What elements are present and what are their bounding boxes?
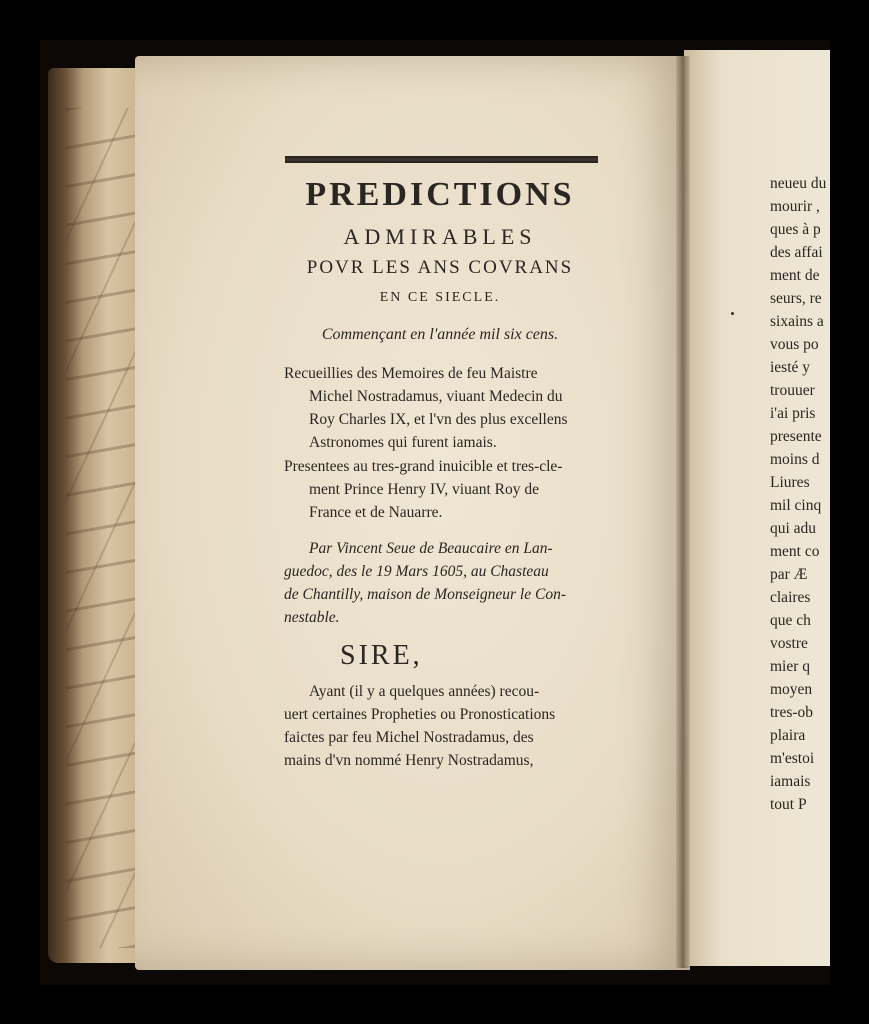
marbled-edge	[66, 108, 146, 948]
subtitle: Commençant en l'année mil six cens.	[321, 326, 559, 343]
right-page-line: ques à p	[770, 221, 821, 238]
right-page-line: iamais	[770, 773, 811, 790]
title-line-1: PREDICTIONS	[305, 176, 575, 213]
right-page-line: des affai	[770, 244, 823, 261]
right-page-line: par Æ	[770, 566, 808, 583]
paragraph-presented	[284, 455, 614, 524]
right-page-line: moyen	[770, 681, 813, 698]
ornamental-rule	[285, 156, 598, 163]
right-page-line: moins d	[770, 451, 820, 468]
right-page-text	[770, 172, 840, 816]
right-page-line: tres-ob	[770, 704, 814, 721]
ink-dot	[731, 312, 734, 315]
right-page-line: mil cinq	[770, 497, 822, 514]
title-line-2: ADMIRABLES	[343, 224, 537, 249]
text-line: Roy Charles IX, et l'vn des plus excellens	[309, 411, 568, 428]
text-line: uert certaines Propheties ou Pronostications	[284, 706, 556, 723]
text-line: nestable.	[284, 609, 340, 626]
right-page-line: vostre	[770, 635, 808, 652]
title-line-4: EN CE SIECLE.	[379, 290, 501, 305]
right-page-line: i'ai pris	[770, 405, 816, 422]
right-page-line: seurs, re	[770, 290, 822, 307]
right-page-line: que ch	[770, 612, 811, 629]
right-page-line: sixains a	[770, 313, 824, 330]
right-page-line: plaira	[770, 727, 806, 744]
right-page-line: qui adu	[770, 520, 817, 537]
right-page-line: neueu du	[770, 175, 827, 192]
paragraph-letter	[284, 680, 614, 772]
right-page-line: tout P	[770, 796, 807, 813]
right-page-line: presente	[770, 428, 822, 445]
text-line: Ayant (il y a quelques années) recou-	[309, 683, 540, 700]
text-line: mains d'vn nommé Henry Nostradamus,	[284, 752, 534, 769]
right-page-line: iesté y	[770, 359, 811, 376]
book-fore-edge	[48, 68, 148, 963]
text-line: Presentees au tres-grand inuicible et tres-cle-	[284, 458, 563, 475]
right-page-line: claires	[770, 589, 811, 606]
text-line: Astronomes qui furent iamais.	[309, 434, 497, 451]
right-page-line: mourir ,	[770, 198, 820, 215]
book-gutter	[676, 56, 690, 968]
text-line: de Chantilly, maison de Monseigneur le Con-	[284, 586, 566, 603]
right-page-line: ment co	[770, 543, 820, 560]
right-page-line: mier q	[770, 658, 811, 675]
right-page-line: m'estoi	[770, 750, 815, 767]
salutation: SIRE,	[340, 640, 423, 671]
text-line: guedoc, des le 19 Mars 1605, au Chasteau	[284, 563, 549, 580]
text-line: faictes par feu Michel Nostradamus, des	[284, 729, 534, 746]
paragraph-collected	[284, 362, 614, 454]
right-page-line: ment de	[770, 267, 820, 284]
paragraph-author	[284, 537, 614, 629]
text-line: Par Vincent Seue de Beaucaire en Lan-	[309, 540, 553, 557]
text-line: ment Prince Henry IV, viuant Roy de	[309, 481, 540, 498]
right-page-line: trouuer	[770, 382, 815, 399]
text-line: Michel Nostradamus, viuant Medecin du	[309, 388, 563, 405]
title-line-3: POVR LES ANS COVRANS	[306, 257, 574, 278]
text-line: Recueillies des Memoires de feu Maistre	[284, 365, 538, 382]
right-page-line: vous po	[770, 336, 819, 353]
text-line: France et de Nauarre.	[309, 504, 443, 521]
right-page-line: Liures	[770, 474, 810, 491]
